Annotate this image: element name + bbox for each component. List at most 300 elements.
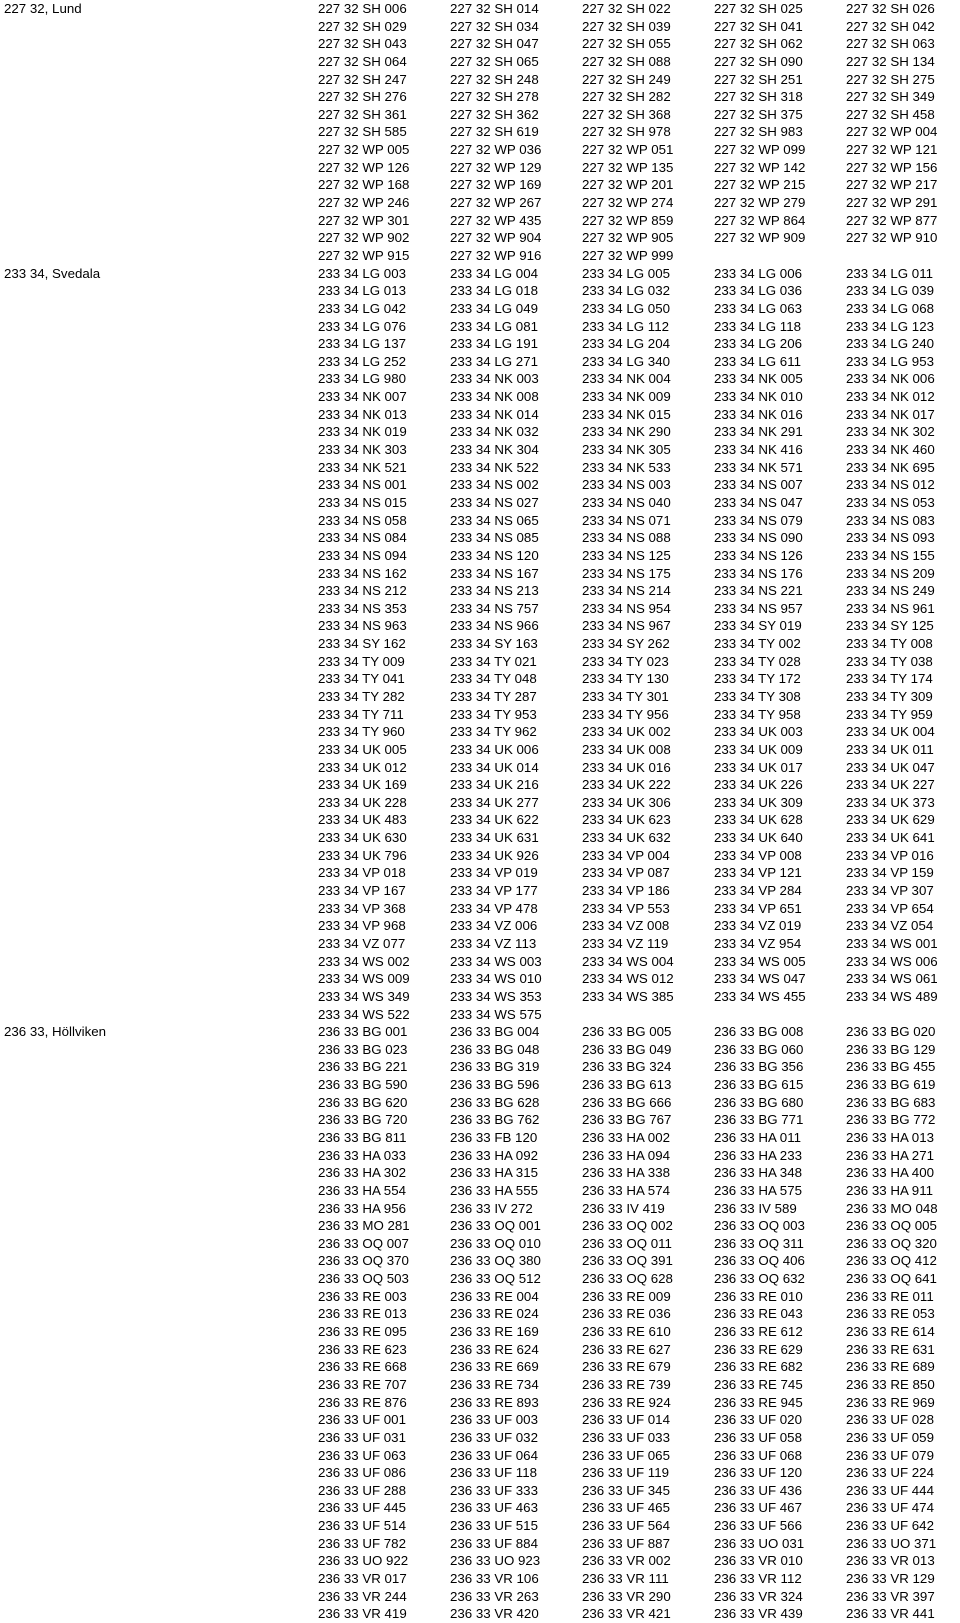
- postal-group: [0, 265, 960, 1024]
- postal-code: 236 33 MO 048: [846, 1200, 938, 1216]
- postal-code: 227 32 WP 279: [714, 195, 806, 211]
- postal-code: 233 34 UK 309: [714, 794, 803, 810]
- postal-code: 233 34 NS 090: [714, 530, 803, 546]
- postal-code: 236 33 OQ 503: [318, 1271, 409, 1287]
- postal-code: 227 32 SH 062: [714, 36, 803, 52]
- postal-code: 236 33 UO 923: [450, 1553, 541, 1569]
- postal-code: 233 34 VZ 077: [318, 935, 406, 951]
- postal-code: 236 33 HA 002: [582, 1130, 670, 1145]
- postal-code: 227 32 SH 039: [582, 18, 671, 34]
- postal-code: 233 34 WS 010: [450, 971, 542, 987]
- postal-code: 233 34 TY 041: [318, 671, 405, 687]
- postal-code: 227 32 SH 025: [714, 1, 803, 16]
- postal-code: 236 33 RE 669: [450, 1359, 539, 1375]
- postal-code: 233 34 NK 695: [846, 459, 935, 475]
- postal-code: 233 34 WS 003: [450, 953, 542, 969]
- postal-code: 233 34 LG 206: [714, 336, 802, 352]
- postal-code: 233 34 LG 032: [582, 283, 670, 299]
- postal-code: 236 33 BG 004: [450, 1024, 540, 1040]
- postal-code: 227 32 WP 246: [318, 195, 410, 211]
- postal-code: 233 34 WS 004: [582, 953, 674, 969]
- postal-code: 233 34 LG 123: [846, 318, 934, 334]
- postal-code: 233 34 UK 306: [582, 794, 671, 810]
- postal-code: 227 32 WP 915: [318, 247, 410, 263]
- postal-code: 227 32 WP 999: [582, 247, 674, 263]
- postal-code: 236 33 UF 463: [450, 1500, 538, 1516]
- postal-code: 233 34 LG 204: [582, 336, 670, 352]
- postal-code: 236 33 OQ 011: [582, 1235, 672, 1251]
- postal-code: 233 34 NK 006: [846, 371, 935, 387]
- postal-code: 233 34 VZ 954: [714, 935, 802, 951]
- postal-code: 227 32 SH 318: [714, 89, 803, 105]
- postal-code: 236 33 VR 421: [582, 1606, 671, 1622]
- postal-code: 233 34 LG 271: [450, 353, 538, 369]
- postal-code: 233 34 VP 177: [450, 883, 538, 899]
- postal-code: 233 34 TY 956: [582, 706, 669, 722]
- postal-code: 236 33 BG 628: [450, 1094, 540, 1110]
- postal-code: 236 33 UF 333: [450, 1482, 538, 1498]
- postal-code: 236 33 HA 013: [846, 1130, 934, 1145]
- postal-code: 236 33 BG 048: [450, 1041, 540, 1057]
- postal-code: 233 34 VZ 054: [846, 918, 934, 934]
- postal-code: 236 33 UF 345: [582, 1482, 670, 1498]
- postal-code: 233 34 TY 172: [714, 671, 801, 687]
- postal-code: 233 34 NK 010: [714, 389, 803, 405]
- postal-code: 233 34 SY 163: [450, 636, 538, 652]
- postal-code: 227 32 SH 029: [318, 18, 407, 34]
- postal-code: 236 33 OQ 007: [318, 1235, 409, 1251]
- postal-code: 233 34 TY 962: [450, 724, 537, 740]
- postal-code: 233 34 TY 174: [846, 671, 933, 687]
- postal-code: 233 34 LG 049: [450, 300, 538, 316]
- postal-code: 233 34 NS 053: [846, 494, 935, 510]
- postal-code: 227 32 WP 301: [318, 212, 410, 228]
- postal-code: 233 34 UK 016: [582, 759, 671, 775]
- postal-code: 233 34 NK 009: [582, 389, 671, 405]
- postal-code: 236 33 OQ 512: [450, 1271, 541, 1287]
- postal-code: 236 33 UF 884: [450, 1535, 538, 1551]
- postal-code: 233 34 UK 373: [846, 794, 935, 810]
- postal-code: 233 34 NK 521: [318, 459, 407, 475]
- postal-code: 236 33 RE 876: [318, 1394, 407, 1410]
- postal-code: 236 33 VR 439: [714, 1606, 803, 1622]
- postal-code: 233 34 TY 002: [714, 636, 801, 652]
- postal-code: 233 34 LG 118: [714, 318, 801, 334]
- postal-code: 236 33 RE 893: [450, 1394, 539, 1410]
- postal-code: 233 34 WS 353: [450, 988, 542, 1004]
- postal-code: 236 33 RE 003: [318, 1288, 407, 1304]
- postal-code: 233 34 NS 176: [714, 565, 803, 581]
- postal-code: 233 34 NK 014: [450, 406, 539, 422]
- postal-code: 236 33 RE 924: [582, 1394, 671, 1410]
- postal-code: 236 33 VR 420: [450, 1606, 539, 1622]
- postal-code: 233 34 NS 027: [450, 494, 539, 510]
- postal-code: 233 34 NS 084: [318, 530, 407, 546]
- postal-code: 233 34 TY 308: [714, 688, 801, 704]
- postal-code: 236 33 HA 400: [846, 1165, 934, 1181]
- postal-code: 233 34 LG 005: [582, 265, 670, 281]
- postal-code: 236 33 RE 682: [714, 1359, 803, 1375]
- group-label: 236 33, Höllviken: [4, 1024, 107, 1040]
- postal-code: 236 33 HA 555: [450, 1182, 538, 1198]
- postal-code: 227 32 WP 877: [846, 212, 938, 228]
- postal-code: 233 34 NS 002: [450, 477, 539, 493]
- postal-code: 236 33 RE 739: [582, 1376, 671, 1392]
- postal-code: 236 33 VR 002: [582, 1553, 671, 1569]
- postal-code: 236 33 UF 436: [714, 1482, 802, 1498]
- postal-code: 236 33 IV 589: [714, 1200, 797, 1216]
- postal-code: 227 32 WP 169: [450, 177, 542, 193]
- postal-code: 233 34 TY 287: [450, 688, 537, 704]
- postal-code: 236 33 BG 060: [714, 1041, 804, 1057]
- postal-code: 233 34 LG 980: [318, 371, 406, 387]
- postal-code: 233 34 NS 085: [450, 530, 539, 546]
- postal-code: 233 34 WS 012: [582, 971, 674, 987]
- postal-code: 233 34 NS 167: [450, 565, 539, 581]
- postal-code: 233 34 UK 631: [450, 830, 539, 846]
- postal-code: 233 34 NS 125: [582, 547, 671, 563]
- postal-code: 236 33 BG 619: [846, 1077, 936, 1093]
- postal-code: 233 34 UK 640: [714, 830, 803, 846]
- postal-code: 236 33 RE 010: [714, 1288, 803, 1304]
- postal-code: 233 34 LG 953: [846, 353, 934, 369]
- postal-code: 236 33 HA 911: [846, 1182, 933, 1198]
- postal-code: 227 32 SH 585: [318, 124, 407, 140]
- postal-code: 236 33 BG 221: [318, 1059, 408, 1075]
- postal-code: 236 33 BG 129: [846, 1041, 936, 1057]
- postal-code: 233 34 VP 087: [582, 865, 670, 881]
- postal-code: 233 34 VZ 019: [714, 918, 802, 934]
- postal-code: 233 34 UK 011: [846, 741, 934, 757]
- postal-code: 233 34 NK 016: [714, 406, 803, 422]
- postal-code: 233 34 TY 953: [450, 706, 537, 722]
- postal-code: 236 33 BG 620: [318, 1094, 408, 1110]
- postal-code: 233 34 NK 305: [582, 442, 671, 458]
- postal-code: 236 33 UF 887: [582, 1535, 670, 1551]
- postal-code: 227 32 SH 458: [846, 106, 935, 122]
- postal-code: 236 33 UF 059: [846, 1429, 934, 1445]
- postal-code: 236 33 RE 629: [714, 1341, 803, 1357]
- postal-code: 236 33 RE 969: [846, 1394, 935, 1410]
- postal-code: 233 34 LG 076: [318, 318, 406, 334]
- postal-code: 233 34 TY 958: [714, 706, 801, 722]
- postal-code: 233 34 WS 005: [714, 953, 806, 969]
- code-grid: [318, 1023, 960, 1623]
- postal-code: 236 33 BG 615: [714, 1077, 804, 1093]
- postal-code: 233 34 VP 019: [450, 865, 538, 881]
- postal-code: 233 34 NK 533: [582, 459, 671, 475]
- postal-code: 233 34 UK 629: [846, 812, 935, 828]
- postal-code: 236 33 BG 772: [846, 1112, 936, 1128]
- postal-code: 236 33 OQ 003: [714, 1218, 805, 1234]
- postal-code: 233 34 NK 005: [714, 371, 803, 387]
- postal-code: 233 34 NK 291: [714, 424, 803, 440]
- postal-code: 236 33 RE 945: [714, 1394, 803, 1410]
- postal-code: 233 34 UK 004: [846, 724, 935, 740]
- postal-code: 233 34 NS 058: [318, 512, 407, 528]
- postal-code: 233 34 VP 654: [846, 900, 934, 916]
- postal-code: 233 34 LG 340: [582, 353, 670, 369]
- postal-code: 233 34 NK 571: [714, 459, 803, 475]
- postal-code: 236 33 HA 315: [450, 1165, 538, 1181]
- postal-code: 233 34 TY 021: [450, 653, 537, 669]
- postal-code: 236 33 RE 850: [846, 1376, 935, 1392]
- postal-code: 233 34 LG 252: [318, 353, 406, 369]
- postal-code: 227 32 WP 004: [846, 124, 938, 140]
- postal-code: 227 32 WP 142: [714, 159, 806, 175]
- postal-code: 236 33 UF 063: [318, 1447, 406, 1463]
- postal-code: 236 33 RE 679: [582, 1359, 671, 1375]
- postal-code: 236 33 VR 013: [846, 1553, 935, 1569]
- postal-code: 227 32 WP 036: [450, 142, 542, 158]
- postal-code: 227 32 SH 361: [318, 106, 407, 122]
- postal-code: 236 33 HA 554: [318, 1182, 406, 1198]
- postal-code: 233 34 UK 216: [450, 777, 539, 793]
- postal-code: 233 34 LG 191: [450, 336, 538, 352]
- postal-code: 233 34 LG 004: [450, 265, 538, 281]
- postal-code: 236 33 HA 575: [714, 1182, 802, 1198]
- group-label: 227 32, Lund: [4, 1, 82, 16]
- postal-code: 227 32 WP 267: [450, 195, 542, 211]
- postal-code: 233 34 UK 796: [318, 847, 407, 863]
- postal-code: 227 32 WP 215: [714, 177, 806, 193]
- postal-code: 233 34 WS 455: [714, 988, 806, 1004]
- postal-code: 233 34 TY 282: [318, 688, 405, 704]
- postal-code: 227 32 SH 088: [582, 53, 671, 69]
- postal-code: 236 33 HA 233: [714, 1147, 802, 1163]
- postal-code: 236 33 OQ 406: [714, 1253, 805, 1269]
- postal-code: 233 34 NS 071: [582, 512, 671, 528]
- postal-code: 227 32 WP 435: [450, 212, 542, 228]
- postal-code: 233 34 NS 047: [714, 494, 803, 510]
- postal-code: 236 33 OQ 320: [846, 1235, 937, 1251]
- postal-code: 233 34 LG 068: [846, 300, 934, 316]
- postal-code: 236 33 BG 613: [582, 1077, 672, 1093]
- postal-code: 236 33 UF 032: [450, 1429, 538, 1445]
- postal-code: 236 33 RE 689: [846, 1359, 935, 1375]
- postal-code: 233 34 VP 368: [318, 900, 406, 916]
- postal-code: 236 33 RE 612: [714, 1324, 803, 1340]
- postal-code: 233 34 VP 478: [450, 900, 538, 916]
- postal-code: 236 33 UO 922: [318, 1553, 409, 1569]
- postal-code: 236 33 UF 782: [318, 1535, 406, 1551]
- postal-code: 233 34 NS 221: [714, 583, 803, 599]
- postal-code: 233 34 NS 094: [318, 547, 407, 563]
- postal-code: 236 33 RE 668: [318, 1359, 407, 1375]
- postal-code: 233 34 NS 967: [582, 618, 671, 634]
- postal-code: 233 34 NK 290: [582, 424, 671, 440]
- postal-code: 233 34 SY 262: [582, 636, 670, 652]
- postal-code: 233 34 WS 385: [582, 988, 674, 1004]
- postal-code: 233 34 NS 012: [846, 477, 935, 493]
- postal-code: 236 33 UF 445: [318, 1500, 406, 1516]
- postal-code: 233 34 UK 005: [318, 741, 407, 757]
- postal-code: 227 32 WP 905: [582, 230, 674, 246]
- postal-code: 233 34 NS 353: [318, 600, 407, 616]
- postal-code: 233 34 NS 088: [582, 530, 671, 546]
- postal-code: 227 32 SH 022: [582, 1, 671, 16]
- postal-code: 236 33 BG 683: [846, 1094, 936, 1110]
- postal-code: 227 32 SH 282: [582, 89, 671, 105]
- postal-code: 236 33 UF 058: [714, 1429, 802, 1445]
- postal-code: 233 34 NS 249: [846, 583, 935, 599]
- postal-code: 233 34 NS 961: [846, 600, 935, 616]
- postal-code: 227 32 SH 047: [450, 36, 539, 52]
- postal-code: 236 33 RE 009: [582, 1288, 671, 1304]
- postal-code: 236 33 OQ 641: [846, 1271, 937, 1287]
- postal-code: 233 34 UK 008: [582, 741, 671, 757]
- postal-code: 227 32 WP 859: [582, 212, 674, 228]
- postal-code: 233 34 WS 575: [450, 1006, 542, 1022]
- postal-code: 233 34 TY 009: [318, 653, 405, 669]
- postal-code: 227 32 SH 248: [450, 71, 539, 87]
- postal-code: 236 33 UF 118: [450, 1465, 537, 1481]
- postal-code: 236 33 RE 095: [318, 1324, 407, 1340]
- postal-code: 236 33 OQ 628: [582, 1271, 673, 1287]
- postal-code: 236 33 HA 574: [582, 1182, 670, 1198]
- postal-code: 233 34 UK 003: [714, 724, 803, 740]
- postal-code: 227 32 WP 051: [582, 142, 674, 158]
- postal-code: 236 33 HA 338: [582, 1165, 670, 1181]
- postal-code: 233 34 UK 047: [846, 759, 935, 775]
- postal-code: 236 33 UF 444: [846, 1482, 934, 1498]
- postal-code: 233 34 WS 009: [318, 971, 410, 987]
- postal-code: 233 34 WS 001: [846, 935, 938, 951]
- postal-code: 227 32 SH 249: [582, 71, 671, 87]
- postal-code: 236 33 OQ 380: [450, 1253, 541, 1269]
- postal-code: 233 34 LG 003: [318, 265, 406, 281]
- postal-code: 236 33 RE 036: [582, 1306, 671, 1322]
- postal-code: 233 34 NS 954: [582, 600, 671, 616]
- postal-code: 236 33 OQ 412: [846, 1253, 937, 1269]
- postal-code: 233 34 VP 186: [582, 883, 670, 899]
- postal-code: 233 34 UK 926: [450, 847, 539, 863]
- postal-code: 236 33 VR 290: [582, 1588, 671, 1604]
- postal-code: 236 33 HA 011: [714, 1130, 801, 1145]
- postal-code: 236 33 VR 263: [450, 1588, 539, 1604]
- postal-code: 233 34 UK 002: [582, 724, 671, 740]
- postal-code: 233 34 VP 307: [846, 883, 934, 899]
- postal-code: 227 32 WP 099: [714, 142, 806, 158]
- postal-code: 233 34 TY 028: [714, 653, 801, 669]
- postal-code: 236 33 UF 065: [582, 1447, 670, 1463]
- postal-code: 236 33 HA 271: [846, 1147, 934, 1163]
- postal-code: 236 33 OQ 391: [582, 1253, 673, 1269]
- code-grid: [318, 265, 960, 1024]
- postal-code: 236 33 BG 455: [846, 1059, 936, 1075]
- postal-code: 227 32 SH 276: [318, 89, 407, 105]
- postal-code: 233 34 UK 226: [714, 777, 803, 793]
- postal-code: 233 34 UK 169: [318, 777, 407, 793]
- postal-code: 233 34 TY 048: [450, 671, 537, 687]
- postal-code: 233 34 UK 632: [582, 830, 671, 846]
- postal-code: 236 33 VR 010: [714, 1553, 803, 1569]
- postal-code: 233 34 NK 013: [318, 406, 407, 422]
- postal-code: 233 34 UK 628: [714, 812, 803, 828]
- postal-code: 233 34 WS 006: [846, 953, 938, 969]
- postal-code: 236 33 UF 564: [582, 1518, 670, 1534]
- postal-code: 233 34 VZ 008: [582, 918, 670, 934]
- postal-code: 236 33 UF 079: [846, 1447, 934, 1463]
- postal-code: 233 34 VP 553: [582, 900, 670, 916]
- postal-code: 227 32 WP 156: [846, 159, 938, 175]
- postal-code: 236 33 UF 064: [450, 1447, 538, 1463]
- postal-code: 236 33 BG 008: [714, 1024, 804, 1040]
- postal-code: 233 34 UK 014: [450, 759, 539, 775]
- postal-code: 227 32 SH 043: [318, 36, 407, 52]
- postal-code: 233 34 NS 214: [582, 583, 671, 599]
- postal-code: 236 33 RE 624: [450, 1341, 539, 1357]
- postal-code: 236 33 RE 013: [318, 1306, 407, 1322]
- postal-code: 227 32 SH 026: [846, 1, 935, 16]
- postal-code: 236 33 VR 112: [714, 1571, 802, 1587]
- postal-code: 233 34 NK 015: [582, 406, 671, 422]
- postal-code: 227 32 SH 368: [582, 106, 671, 122]
- postal-code: 233 34 NS 126: [714, 547, 803, 563]
- postal-code: 236 33 BG 356: [714, 1059, 804, 1075]
- postal-code: 233 34 NK 004: [582, 371, 671, 387]
- postal-code: 233 34 NS 040: [582, 494, 671, 510]
- postal-code: 236 33 UF 119: [582, 1465, 669, 1481]
- postal-code: 236 33 VR 397: [846, 1588, 935, 1604]
- postal-code: 233 34 NS 093: [846, 530, 935, 546]
- postal-code: 233 34 NS 007: [714, 477, 803, 493]
- postal-code: 236 33 UF 467: [714, 1500, 802, 1516]
- postal-code: 233 34 LG 036: [714, 283, 802, 299]
- postal-code: 233 34 NS 015: [318, 494, 407, 510]
- postal-code: 236 33 HA 348: [714, 1165, 802, 1181]
- postal-code: 227 32 SH 362: [450, 106, 539, 122]
- postal-code: 236 33 OQ 632: [714, 1271, 805, 1287]
- postal-code: 233 34 UK 622: [450, 812, 539, 828]
- postal-code: 236 33 UF 003: [450, 1412, 538, 1428]
- postal-code: 227 32 SH 275: [846, 71, 935, 87]
- postal-code: 233 34 NS 083: [846, 512, 935, 528]
- postal-code: 236 33 UF 288: [318, 1482, 406, 1498]
- postal-code: 227 32 WP 126: [318, 159, 410, 175]
- postal-code: 236 33 RE 623: [318, 1341, 407, 1357]
- postal-code: 236 33 BG 324: [582, 1059, 672, 1075]
- postal-code: 233 34 NK 522: [450, 459, 539, 475]
- postal-code: 233 34 NS 957: [714, 600, 803, 616]
- postal-code: 233 34 NK 302: [846, 424, 935, 440]
- postal-code: 236 33 HA 033: [318, 1147, 406, 1163]
- postal-code: 233 34 VP 651: [714, 900, 802, 916]
- postal-code: 227 32 WP 864: [714, 212, 806, 228]
- postal-code: 233 34 VP 016: [846, 847, 934, 863]
- postal-code: 236 33 UF 474: [846, 1500, 934, 1516]
- postal-code: 233 34 VP 167: [318, 883, 406, 899]
- postal-code: 233 34 TY 023: [582, 653, 669, 669]
- postal-code: 233 34 NK 017: [846, 406, 935, 422]
- postal-code: 227 32 WP 910: [846, 230, 938, 246]
- postal-code: 236 33 HA 956: [318, 1200, 406, 1216]
- postal-code: 236 33 BG 666: [582, 1094, 672, 1110]
- postal-code: 233 34 UK 222: [582, 777, 671, 793]
- postal-code: 236 33 UF 086: [318, 1465, 406, 1481]
- postal-code: 233 34 NS 212: [318, 583, 407, 599]
- postal-code: 227 32 WP 005: [318, 142, 410, 158]
- postal-code: 227 32 SH 063: [846, 36, 935, 52]
- postal-code: 227 32 SH 619: [450, 124, 539, 140]
- postal-code: 233 34 UK 623: [582, 812, 671, 828]
- postal-code: 233 34 UK 012: [318, 759, 407, 775]
- postal-code: 236 33 RE 024: [450, 1306, 539, 1322]
- postal-code: 236 33 UF 120: [714, 1465, 802, 1481]
- postal-code: 236 33 VR 419: [318, 1606, 407, 1622]
- postal-code: 236 33 RE 614: [846, 1324, 935, 1340]
- postal-code: 233 34 WS 489: [846, 988, 938, 1004]
